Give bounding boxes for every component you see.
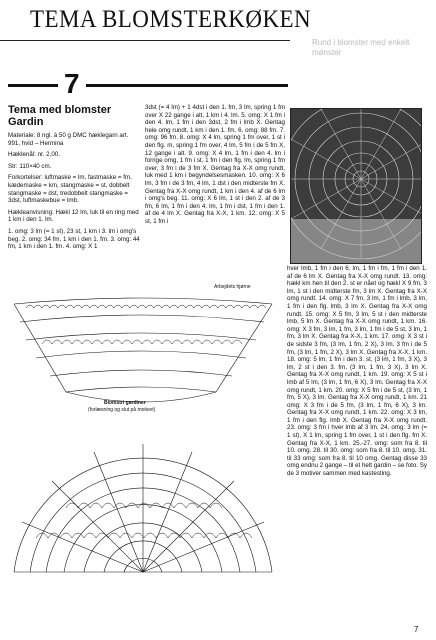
bleed-through-text: Rund i blomster med enkelt mønster [312,38,410,57]
article-heading: Tema med blomster Gardin [8,104,112,128]
abbreviations-paragraph: Forkortelser: luftmaske = lm, fastmaske = fm, kædemaske = km, stangmaske = st, dobbelt stangmaske = dst, tredobbelt stangmaske = 3dst, luftmaskebue = lmb. [8,174,132,205]
page-title: TEMA BLOMSTERKØKEN [30,6,312,33]
title-rule [0,40,290,41]
chart-label-title: Blomstri gardiner [104,400,146,406]
pattern-number: 7 [58,68,86,100]
rounds-paragraph: 1. omg: 3 lm (= 1 st), 23 st, 1 km i 3. lm i omg's beg. 2. omg: 34 fm, 1 km i den 1. fm. 3. omg: 44 fm, 1 km i den 1. fm. 4. omg: X 1 [8,227,140,251]
hook-paragraph: Hæklenål: nr. 2,00. [8,151,60,159]
page-number: 7 [414,625,419,634]
instructions-column-1 [8,104,142,255]
size-paragraph: Str: 110×40 cm. [8,162,52,170]
instructions-column-3: hver lmb, 1 fm i den 6. lm, 1 fm i fm, 1 fm i den 1. af de 6 lm X. Gentag fra X-X omg rundt. 13. omg: hækl km hen til den 2. st er nået og hækl X 9 fm, 3 lm, 1 st i den midterste fm, 3 lm X. Gentag fra X-X omg rundt. 14. omg: X 7 fm, 3 lm, 1 fm i lmb, 3 lm, 1 fm i den flg. lmb, 3 lm X. Gentag fra X-X omg rundt. 15. omg: X 5 fm, 3 lm, 5 st i den midterste lmb, 5 lm X. Gentag fra X-X omg rundt, 1 km. 16. omg: X 3 fm, 3 lm, 1 fm, 3 lm, 1 fm i de 5 st, 3 lm, 1 fm, 3 lm X. Gentag fra X-X, 1 km. 17. omg: X 3 st i de sidste 3 fm, (3 lm, 1 fm, 2 X), 3 lm, 3 fm i de 5 fm, (3 lm, 1 fm, 2 X), 3 lm X. Gentag fra X-X, 1 km. 18. omg: 5 lm, 1 fm i den 3. st, (3 lm, 1 fm, 3 X), 3 lm, 2 st i den 3. fm, (3 lm, 1 fm, 3 X), 3 lm X. Gentag fra X-X omg rundt, 1 km. 19. omg: X 5 st i lmb af 5 lm, (3 lm, 1 fm, 6 X), 3 lm. Gentag fra X-X omg rundt, 1 km. 20. omg: X 5 fm i de 5 st, (3 lm, 1 fm, 5 X), 3 lm. Gentag fra X-X omg rundt, 1 km. 21 omg: X 3 fm i de 5 fm, (3 lm, 1 fm, 6 X), 3 lm. Gentag fra X-X omg rundt, 1 km. 22. omg: X 3 lm, 1 fm i den flg. lmb X. Gentag fra X-X omg rundt. 23. omg: 3 fm i hver lmb af 3 lm. 24. omg: 3 lm (= 1 st), X 1 lm, spring 1 fm over, 1 st i den flg. fm X. Gentag fra X-X, 1 km. 25.-27. omg: som fra 8. til 10. omg. 28. til 30. omg: som fra 8. til 10. omg. 31. til 33 omg: som fra 8. til 10 omg. Gentag disse 33 omg endnu 2 gange – til et helt gardin – se foto. Sy de 3 motiver sammen med kastesting. [287,265,428,478]
pattern-number-bar [8,68,288,99]
instructions-column-2: 3dst (= 4 lm) + 1 4dst i den 1. fm, 3 lm, spring 1 fm over X 22 gange i alt, 1 km i 4. lm. 5. omg: X 1 fm i den 4. lm, 1 fm i den 3dst, 2 fm i lmb X. Gentag hele omg rundt, 1 km i den 1. fm. 6. omg: 88 fm. 7. omg: 96 fm. 8. omg: X 4 lm, spring 1 fm over, 1 st i den flg. m, spring 1 fm over, 4 lm, 5 fm i de 5 fm X, 12 gange i alt. 9. omg: X 4 lm, 1 fm i den 4. lm i forrige omg, 1 fm i st, 1 fm i den flg. lm, spring 1 fm over, 3 fm i de 3 fm X. Gentag fra X-X omg rundt, luk med 1 km i begyndelsesmasken. 10. omg: X 6 lm, 3 fm i de 3 fm, 4 lm, 1 dst i den midterste fm X. Gentag fra X-X omg rundt, 1 km i den 4. af de 6 lm i omg's beg. 11. omg: X 6 lm, 1 st i den 2. af de 3 fm, 6 lm, 1 fm i den 4. lm, 1 fm i dst, 1 fm i den 1. af de 4 lm X. Gentag fra X-X, 1 km. 12. omg: X 5 st, 1 fm i [145,104,285,225]
chart-label-corner: Arbejdets hjørne [214,284,251,290]
pattern-number-rule [8,84,288,87]
instructions-intro-paragraph: Hækleanvisning: Hækl 12 lm, luk til en ring med 1 km i den 1. lm. [8,208,139,224]
crochet-chart [6,282,280,612]
chart-label-subtitle: (forlæsning og slut på motivet) [88,407,156,413]
doily-photo [290,108,422,264]
materials-paragraph: Materiale: 8 ngl. à 50 g DMC hæklegarn art. 991, hvid – Hermina [8,132,129,147]
